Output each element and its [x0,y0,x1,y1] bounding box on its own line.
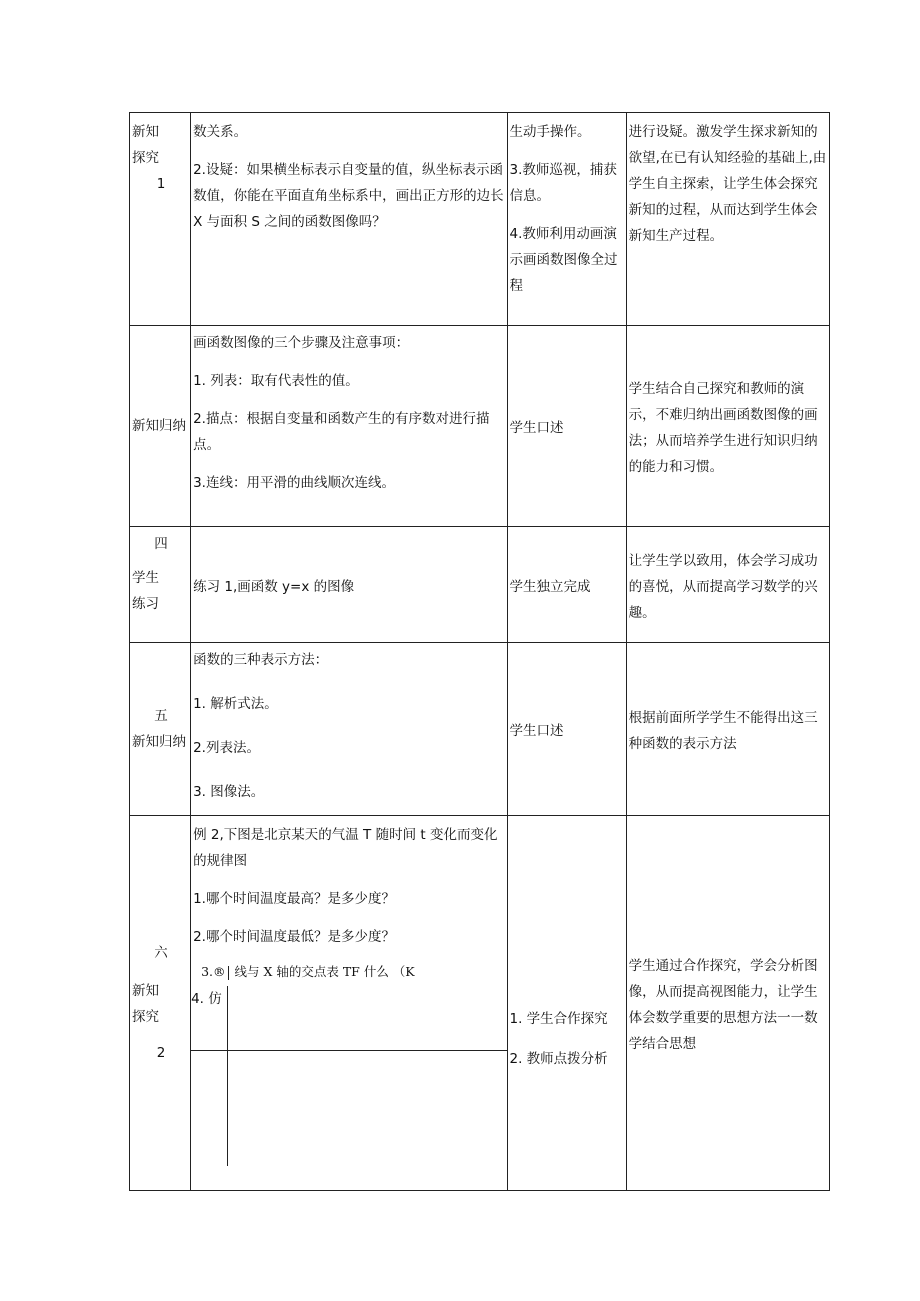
stage-cell: 新知 探究 1 [130,113,191,326]
activity-cell: 1. 学生合作探究 2. 教师点拨分析 [507,816,626,1191]
content-cell: 练习 1,画函数 y=x 的图像 [191,527,507,643]
purpose-cell: 让学生学以致用，体会学习成功的喜悦，从而提高学习数学的兴趣。 [626,527,829,643]
table-row [130,527,830,643]
table-row [130,643,830,816]
embedded-figure-table [191,986,507,1166]
figure-area-top [227,986,507,1050]
partial-question-4: 4. 仿 [191,986,227,1050]
stage-cell: 新知归纳 [130,326,191,527]
table-row [130,816,830,1191]
activity-cell: 生动手操作。 3.教师巡视，捕获信息。 4.教师利用动画演示画函数图像全过程 [507,113,626,326]
stage-cell: 五 新知归纳 [130,643,191,816]
purpose-cell: 根据前面所学学生不能得出这三种函数的表示方法 [626,643,829,816]
content-cell: 例 2,下图是北京某天的气温 T 随时间 t 变化而变化的规律图 1.哪个时间温度最高？是多少度？ 2.哪个时间温度最低？是多少度？ 3.® 线与 X 轴的交点表 TF 什么 （K 4. 仿 [191,816,507,1191]
stage-cell: 六 新知 探究 2 [130,816,191,1191]
purpose-cell: 进行设疑。激发学生探求新知的欲望,在已有认知经验的基础上,由学生自主探索，让学生体会探究新知的过程，从而达到学生体会新知生产过程。 [626,113,829,326]
figure-area [227,1050,507,1166]
figure-area-left [191,1050,227,1166]
purpose-cell: 学生通过合作探究，学会分析图像，从而提高视图能力，让学生体会数学重要的思想方法一一数学结合思想 [626,816,829,1191]
content-cell: 数关系。 2.设疑：如果横坐标表示自变量的值，纵坐标表示函数值，你能在平面直角坐标系中，画出正方形的边长 X 与面积 S 之间的函数图像吗？ [191,113,507,326]
purpose-cell: 学生结合自己探究和教师的演示，不难归纳出画函数图像的画法；从而培养学生进行知识归纳的能力和习惯。 [626,326,829,527]
table-row [130,326,830,527]
lesson-plan-table [129,112,830,1191]
stage-cell: 四 学生 练习 [130,527,191,643]
activity-cell: 学生独立完成 [507,527,626,643]
content-cell: 函数的三种表示方法： 1. 解析式法。 2.列表法。 3. 图像法。 [191,643,507,816]
table-row [130,113,830,326]
activity-cell: 学生口述 [507,326,626,527]
activity-cell: 学生口述 [507,643,626,816]
content-cell: 画函数图像的三个步骤及注意事项： 1. 列表：取有代表性的值。 2.描点：根据自变量和函数产生的有序数对进行描点。 3.连线：用平滑的曲线顺次连线。 [191,326,507,527]
partial-question-3: 3.® 线与 X 轴的交点表 TF 什么 （K [201,964,415,979]
